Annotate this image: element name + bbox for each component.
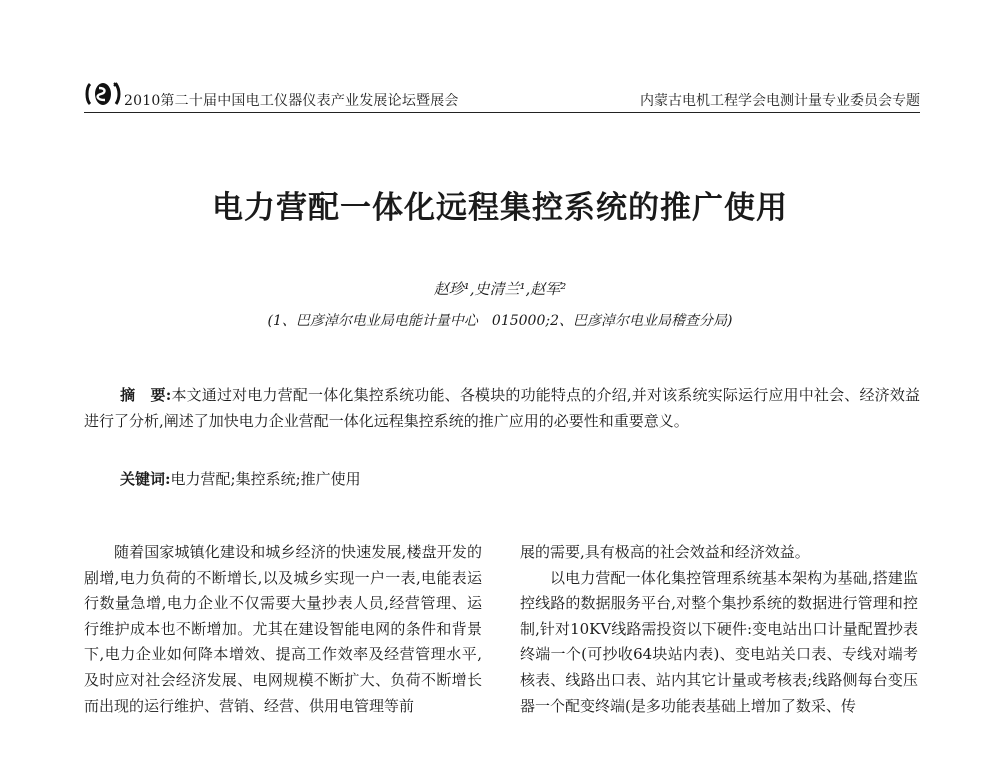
- body-right-column: [520, 540, 918, 719]
- body-paragraph: 随着国家城镇化建设和城乡经济的快速发展,楼盘开发的剧增,电力负荷的不断增长,以及城乡实现一户一表,电能表运行数量急增,电力企业不仅需要大量抄表人员,经营管理、运行维护成本也不断增加。尤其在建设智能电网的条件和背景下,电力企业如何降本增效、提高工作效率及经营管理水平,及时应对社会经济发展、电网规模不断扩大、负荷不断增长而出现的运行维护、营销、经营、供用电管理等前: [84, 543, 482, 715]
- keywords-text: 电力营配;集控系统;推广使用: [170, 470, 361, 488]
- header-conference-title: 2010第二十届中国电工仪器仪表产业发展论坛暨展会: [124, 93, 459, 109]
- abstract: [84, 382, 920, 434]
- paper-title: 电力营配一体化远程集控系统的推广使用: [212, 190, 788, 226]
- keywords: [120, 468, 361, 489]
- conference-logo-icon: [84, 80, 122, 108]
- paper-authors: 赵珍¹,史清兰¹,赵军²: [433, 280, 567, 298]
- header-divider: [84, 112, 920, 113]
- header-special-topic: 内蒙古电机工程学会电测计量专业委员会专题: [640, 93, 920, 109]
- running-header: [84, 80, 920, 114]
- body-paragraph: 以电力营配一体化集控管理系统基本架构为基础,搭建监控线路的数据服务平台,对整个集抄系统的数据进行管理和控制,针对10KV线路需投资以下硬件:变电站出口计量配置抄表终端一个(可抄收64块站内表)、变电站关口表、专线对端考核表、线路出口表、站内其它计量或考核表;线路侧每台变压器一个配变终端(是多功能表基础上增加了数采、传: [520, 568, 918, 715]
- body-left-column: [84, 540, 482, 719]
- paper-affiliation: (1、巴彦淖尔电业局电能计量中心 015000;2、巴彦淖尔电业局稽查分局): [267, 313, 733, 329]
- keywords-label: 关键词:: [120, 470, 171, 488]
- abstract-text: 本文通过对电力营配一体化集控系统功能、各模块的功能特点的介绍,并对该系统实际运行应用中社会、经济效益进行了分析,阐述了加快电力企业营配一体化远程集控系统的推广应用的必要性和重要意义。: [84, 386, 920, 430]
- abstract-label: 摘 要:: [120, 386, 172, 404]
- body-paragraph-continued: 展的需要,具有极高的社会效益和经济效益。: [520, 543, 810, 561]
